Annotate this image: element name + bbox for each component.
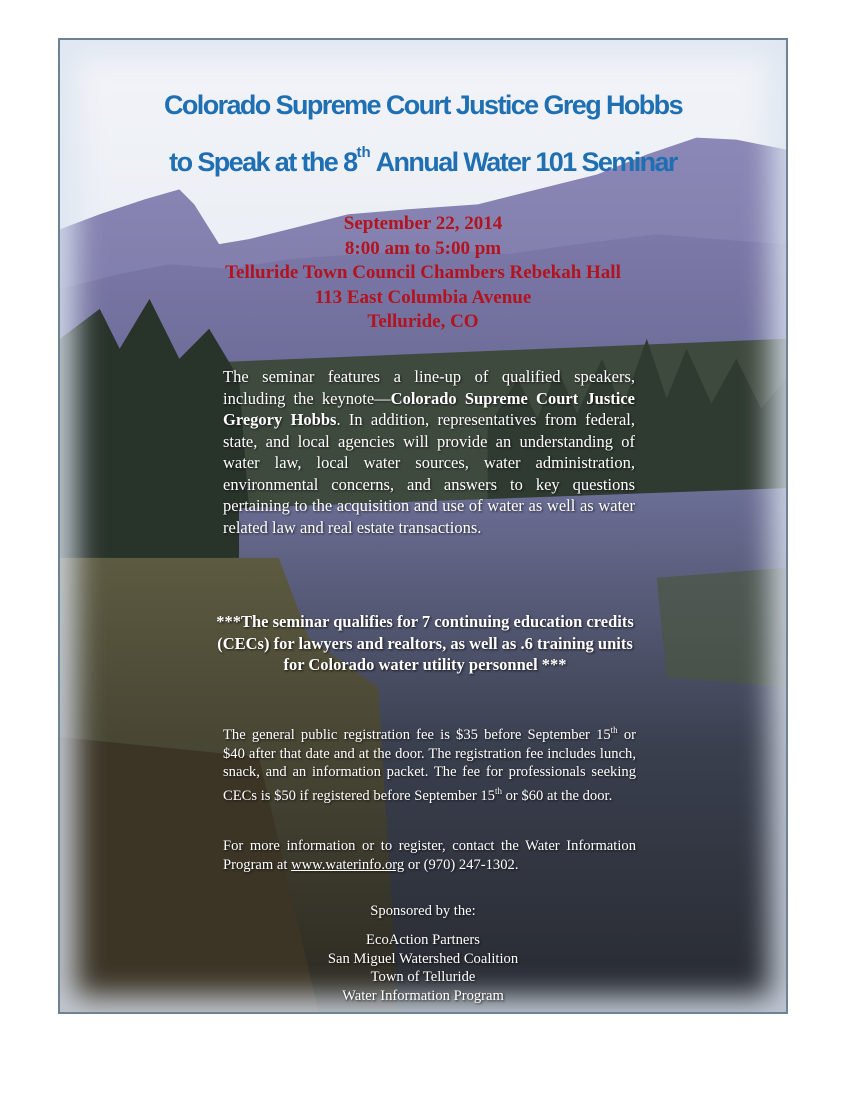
contact-info: For more information or to register, contact the Water Information Program at www.waterinfo.org or (970) 247-1302. (223, 838, 636, 873)
seminar-description: The seminar features a line-up of qualified speakers, including the keynote—Colorado Supreme Court Justice Gregory Hobbs. In addition, representatives from federal, state, and local agencies will provide an understanding of water law, local water sources, water administration, environmental concerns, and answers to key questions pertaining to the acquisition and use of water as well as water related law and real estate transactions. (223, 367, 636, 537)
event-venue: Telluride Town Council Chambers Rebekah Hall (225, 262, 621, 283)
sponsor-item: San Miguel Watershed Coalition (327, 950, 519, 967)
sponsor-item: Water Information Program (342, 988, 504, 1005)
event-address: 113 East Columbia Avenue (314, 286, 532, 308)
event-time: 8:00 am to 5:00 pm (344, 237, 502, 259)
sponsor-item: EcoAction Partners (366, 931, 480, 948)
cec-notice: ***The seminar qualifies for 7 continuing education credits (CECs) for lawyers and realtors, as well as .6 training units for Colorado water utility personnel *** (216, 612, 634, 674)
headline-line1: Colorado Supreme Court Justice Greg Hobbs (164, 90, 682, 120)
event-city: Telluride, CO (367, 311, 479, 332)
event-details (60, 212, 786, 335)
sponsors-section (60, 902, 786, 1006)
keynote-speaker: Colorado Supreme Court Justice Gregory Hobbs (223, 388, 635, 429)
sponsor-item: Town of Telluride (370, 969, 476, 986)
website-link[interactable]: www.waterinfo.org (291, 856, 405, 873)
sponsors-heading: Sponsored by the: (370, 903, 476, 919)
headline-line2: to Speak at the 8th Annual Water 101 Seminar (169, 144, 677, 177)
event-date: September 22, 2014 (343, 213, 503, 234)
registration-fees: The general public registration fee is $35 before September 15th or $40 after that date and at the door. The registration fee includes lunch, snack, and an information packet. The fee for professionals seeking CECs is $50 if registered before September 15th or $60 at the door. (223, 725, 636, 805)
flyer-poster (58, 38, 788, 1014)
